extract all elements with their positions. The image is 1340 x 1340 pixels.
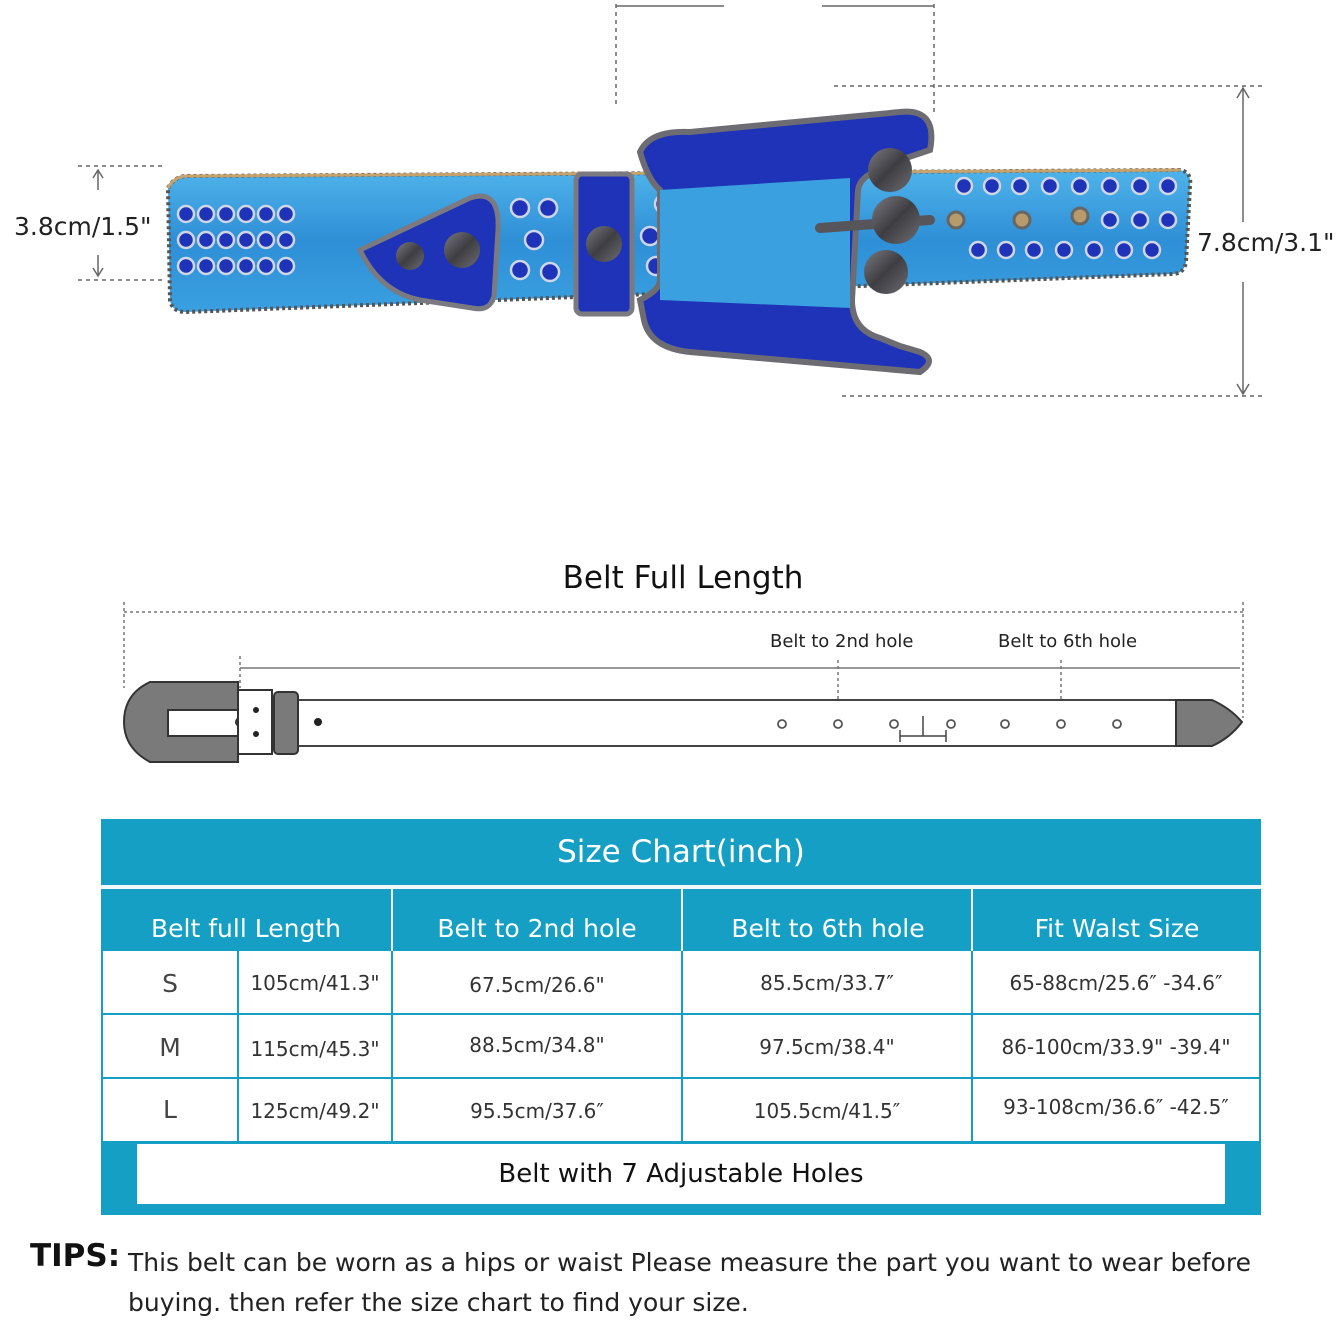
header-belt-to-2nd-hole: Belt to 2nd hole	[437, 914, 637, 943]
s-to-6th-hole: 85.5cm/33.7″	[760, 971, 894, 995]
size-chart	[101, 819, 1261, 1215]
l-fit-waist: 93-108cm/36.6″ -42.5″	[1003, 1095, 1229, 1119]
size-chart-body	[103, 951, 1259, 1141]
buckle-height-label: 7.8cm/3.1"	[1197, 228, 1335, 257]
belt-length-diagram	[0, 590, 1340, 780]
belt-to-6th-hole-label: Belt to 6th hole	[998, 631, 1138, 652]
size-s: S	[162, 969, 178, 998]
m-full-length: 115cm/45.3"	[250, 1037, 380, 1061]
tips-label: TIPS:	[30, 1238, 121, 1274]
m-to-6th-hole: 97.5cm/38.4"	[759, 1035, 895, 1059]
belt-width-label: 3.8cm/1.5"	[14, 212, 152, 241]
belt-full-length-title: Belt Full Length	[562, 560, 804, 596]
m-fit-waist: 86-100cm/33.9" -39.4"	[1001, 1035, 1231, 1059]
size-m: M	[159, 1033, 181, 1062]
s-full-length: 105cm/41.3"	[250, 971, 380, 995]
tips-text: This belt can be worn as a hips or waist Please measure the part you want to wear before buying. then refer the size chart to find your size.	[128, 1248, 1251, 1317]
header-belt-full-length: Belt full Length	[151, 914, 341, 943]
l-to-2nd-hole: 95.5cm/37.6″	[470, 1099, 604, 1123]
belt-buckle	[640, 112, 931, 372]
size-chart-title: Size Chart(inch)	[557, 834, 805, 870]
s-to-2nd-hole: 67.5cm/26.6"	[469, 973, 605, 997]
belt-keeper	[576, 174, 632, 314]
belt-photo	[0, 0, 1340, 520]
belt-to-2nd-hole-label: Belt to 2nd hole	[770, 631, 914, 652]
header-fit-waist-size: Fit Walst Size	[1034, 914, 1200, 943]
adjustable-holes-note: Belt with 7 Adjustable Holes	[137, 1144, 1225, 1204]
l-full-length: 125cm/49.2"	[250, 1099, 380, 1123]
s-fit-waist: 65-88cm/25.6″ -34.6″	[1009, 971, 1223, 995]
m-to-2nd-hole: 88.5cm/34.8"	[469, 1033, 605, 1057]
l-to-6th-hole: 105.5cm/41.5″	[753, 1099, 901, 1123]
header-belt-to-6th-hole: Belt to 6th hole	[731, 914, 925, 943]
size-l: L	[163, 1095, 177, 1124]
